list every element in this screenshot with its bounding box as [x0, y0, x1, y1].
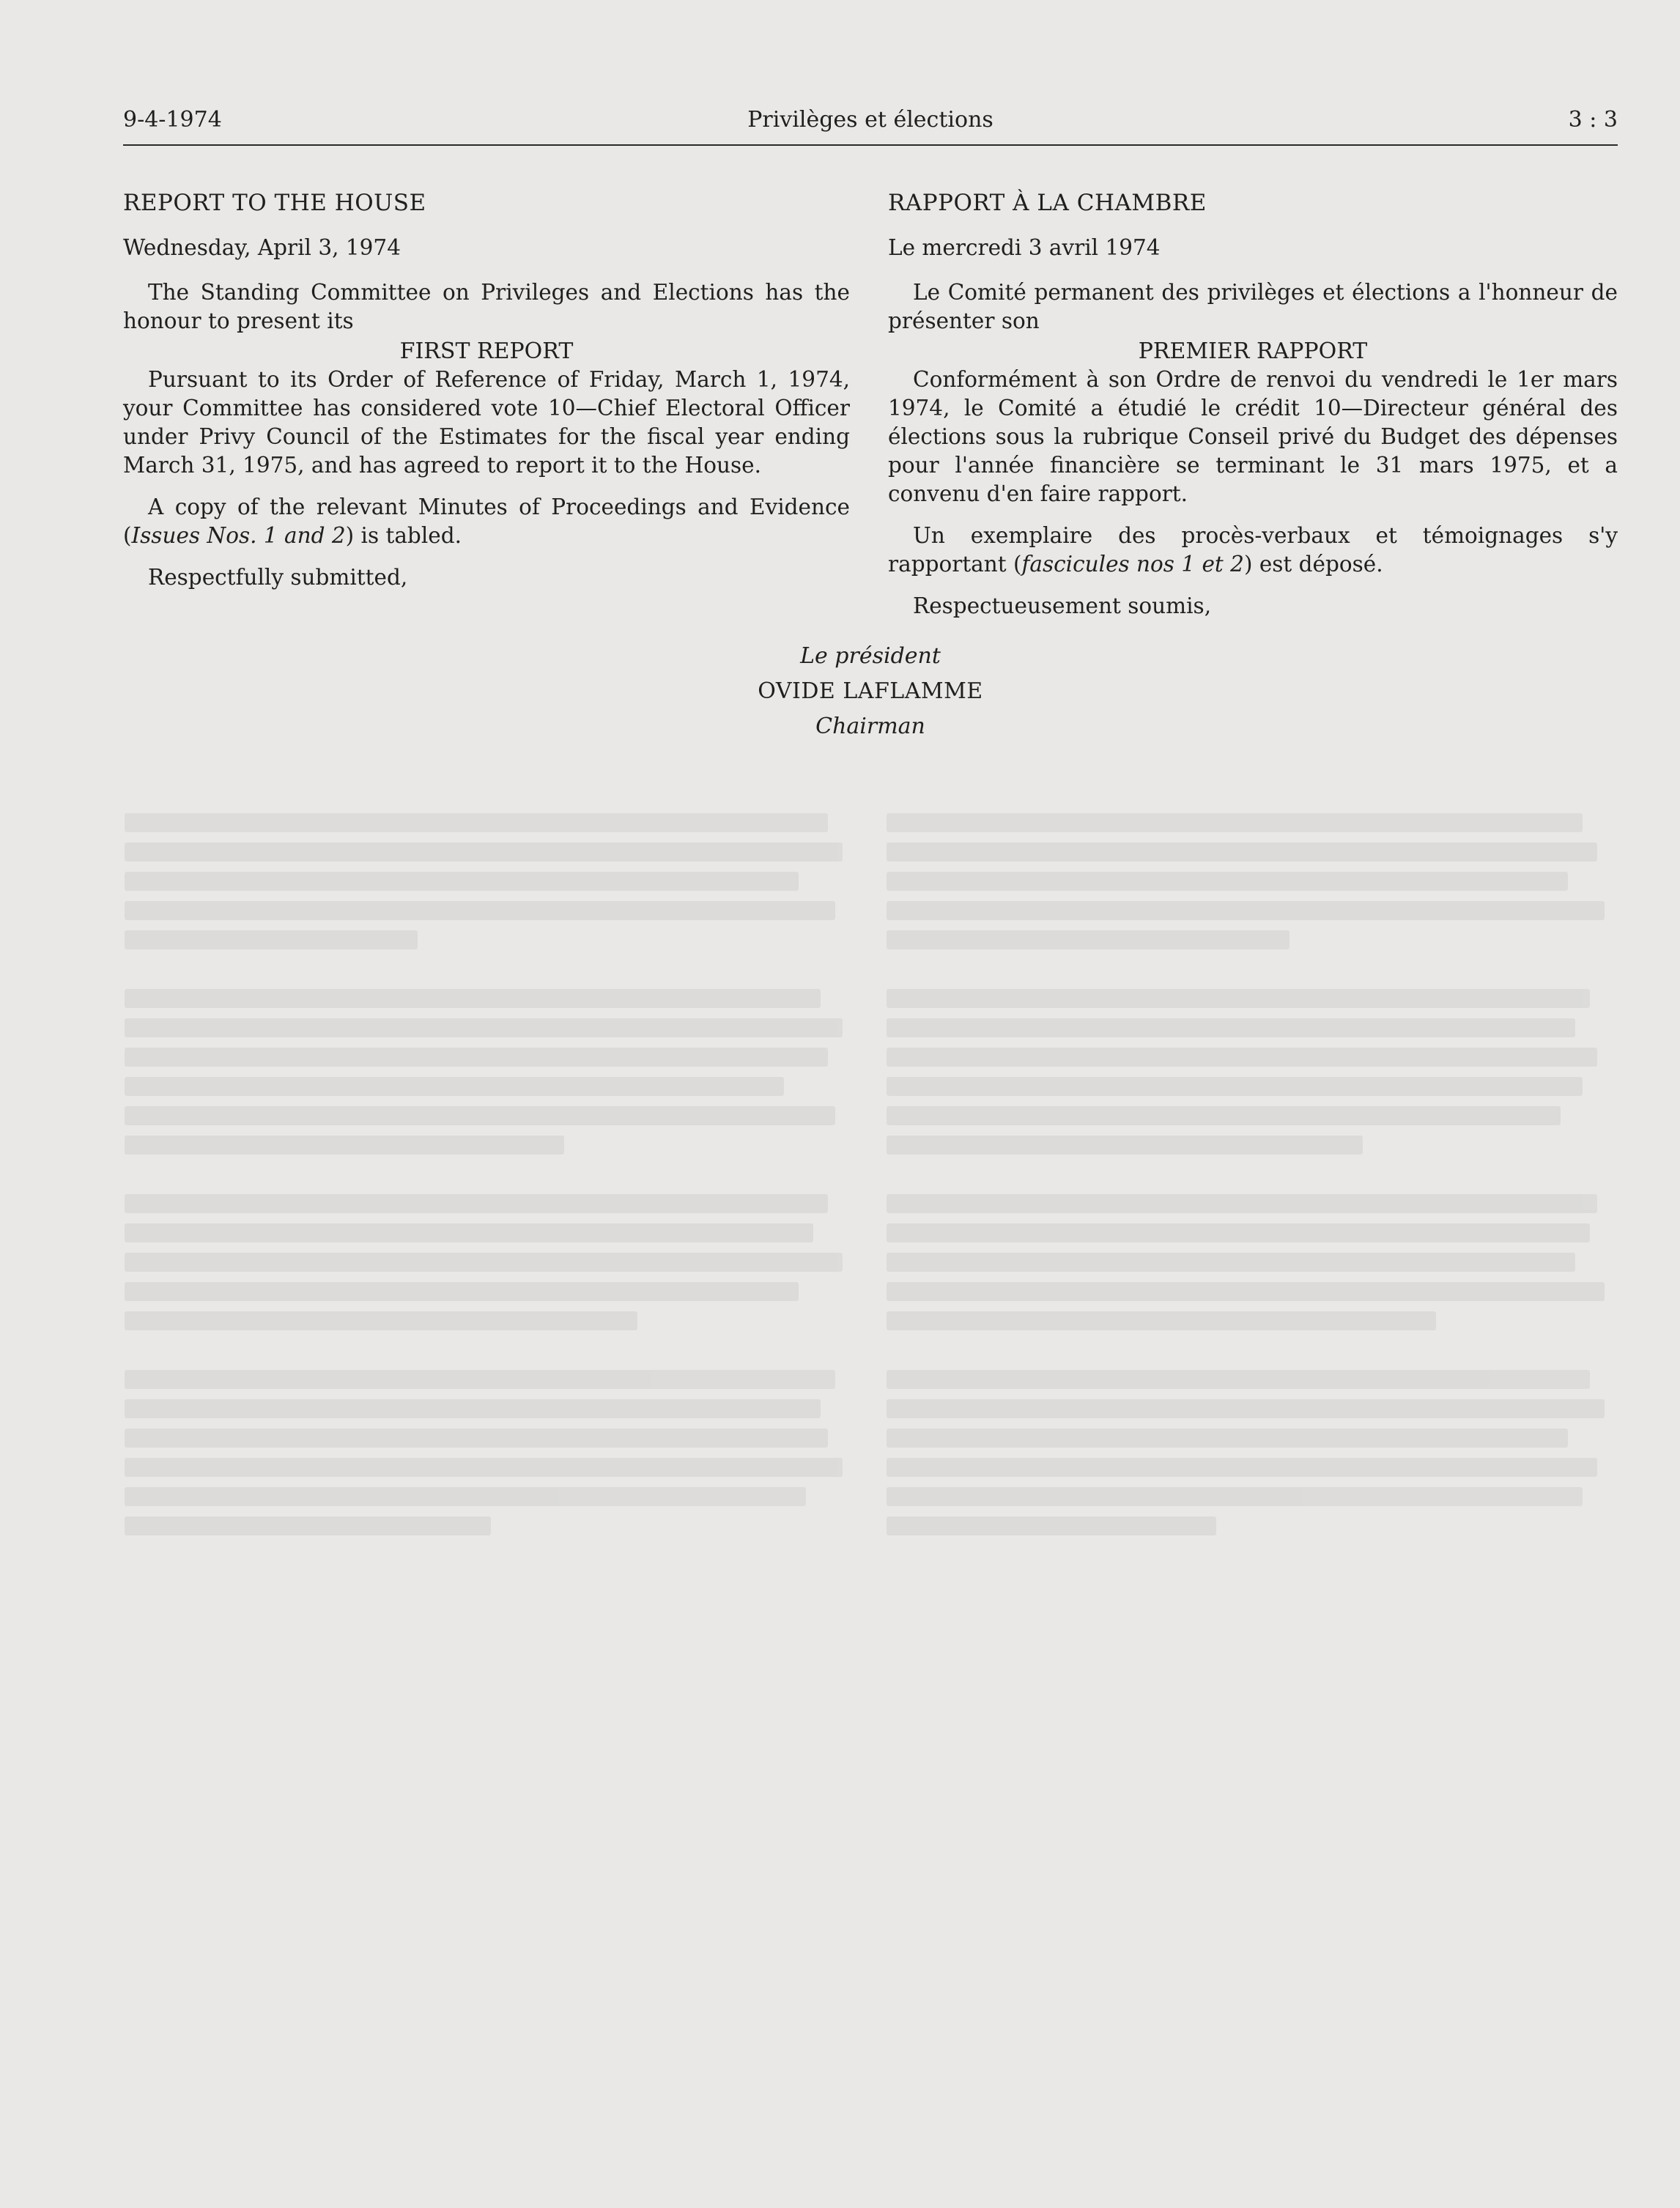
bleed-through-right	[887, 813, 1619, 2059]
english-intro: The Standing Committee on Privileges and Elections has the honour to present its	[123, 280, 850, 333]
french-body-1: Conformément à son Ordre de renvoi du vendredi le 1er mars 1974, le Comité a étudié le crédit 10—Directeur général des élections sous la rubrique Conseil privé du Budget des dépenses pour l'année financière se terminant le 31 mars 1975, et a convenu d'en faire rapport.	[888, 367, 1618, 506]
header-date: 9-4-1974	[123, 107, 222, 133]
bleed-through-left	[125, 813, 857, 2059]
english-body-2	[123, 493, 850, 550]
english-closing: Respectfully submitted,	[148, 565, 408, 590]
english-body-2-after: ) is tabled.	[345, 523, 462, 548]
french-body-2-after: ) est déposé.	[1243, 552, 1383, 577]
french-body-2	[888, 522, 1618, 579]
french-closing: Respectueusement soumis,	[913, 593, 1212, 618]
signature-name: OVIDE LAFLAMME	[758, 678, 983, 704]
signature-french-title: Le président	[800, 643, 941, 669]
english-issues: Issues Nos. 1 and 2	[131, 523, 346, 548]
french-report-title: PREMIER RAPPORT	[1138, 338, 1368, 364]
english-column	[123, 189, 850, 592]
french-date: Le mercredi 3 avril 1974	[888, 235, 1161, 260]
header-rule	[123, 144, 1618, 146]
english-body-1: Pursuant to its Order of Reference of Friday, March 1, 1974, your Committee has considered vote 10—Chief Electoral Officer under Privy Council of the Estimates for the fiscal year ending March 31, 1975, and has agreed to report it to the House.	[123, 367, 850, 478]
english-date: Wednesday, April 3, 1974	[123, 235, 401, 260]
french-heading: RAPPORT À LA CHAMBRE	[888, 190, 1207, 216]
running-header	[123, 107, 1618, 144]
english-heading: REPORT TO THE HOUSE	[123, 190, 426, 216]
french-intro: Le Comité permanent des privilèges et élections a l'honneur de présenter son	[888, 280, 1618, 333]
english-report-title: FIRST REPORT	[399, 338, 574, 364]
signature-english-title: Chairman	[815, 714, 925, 739]
french-column	[888, 189, 1618, 620]
english-body-2-before: A copy of the relevant Minutes of Proceedings and Evidence (	[123, 494, 850, 548]
french-issues: fascicules nos 1 et 2	[1021, 552, 1244, 577]
french-body-2-before: Un exemplaire des procès-verbaux et témoignages s'y rapportant (	[888, 523, 1618, 577]
header-title: Privilèges et élections	[747, 107, 993, 133]
header-page-number: 3 : 3	[1568, 107, 1618, 133]
signature-block	[123, 639, 1618, 744]
